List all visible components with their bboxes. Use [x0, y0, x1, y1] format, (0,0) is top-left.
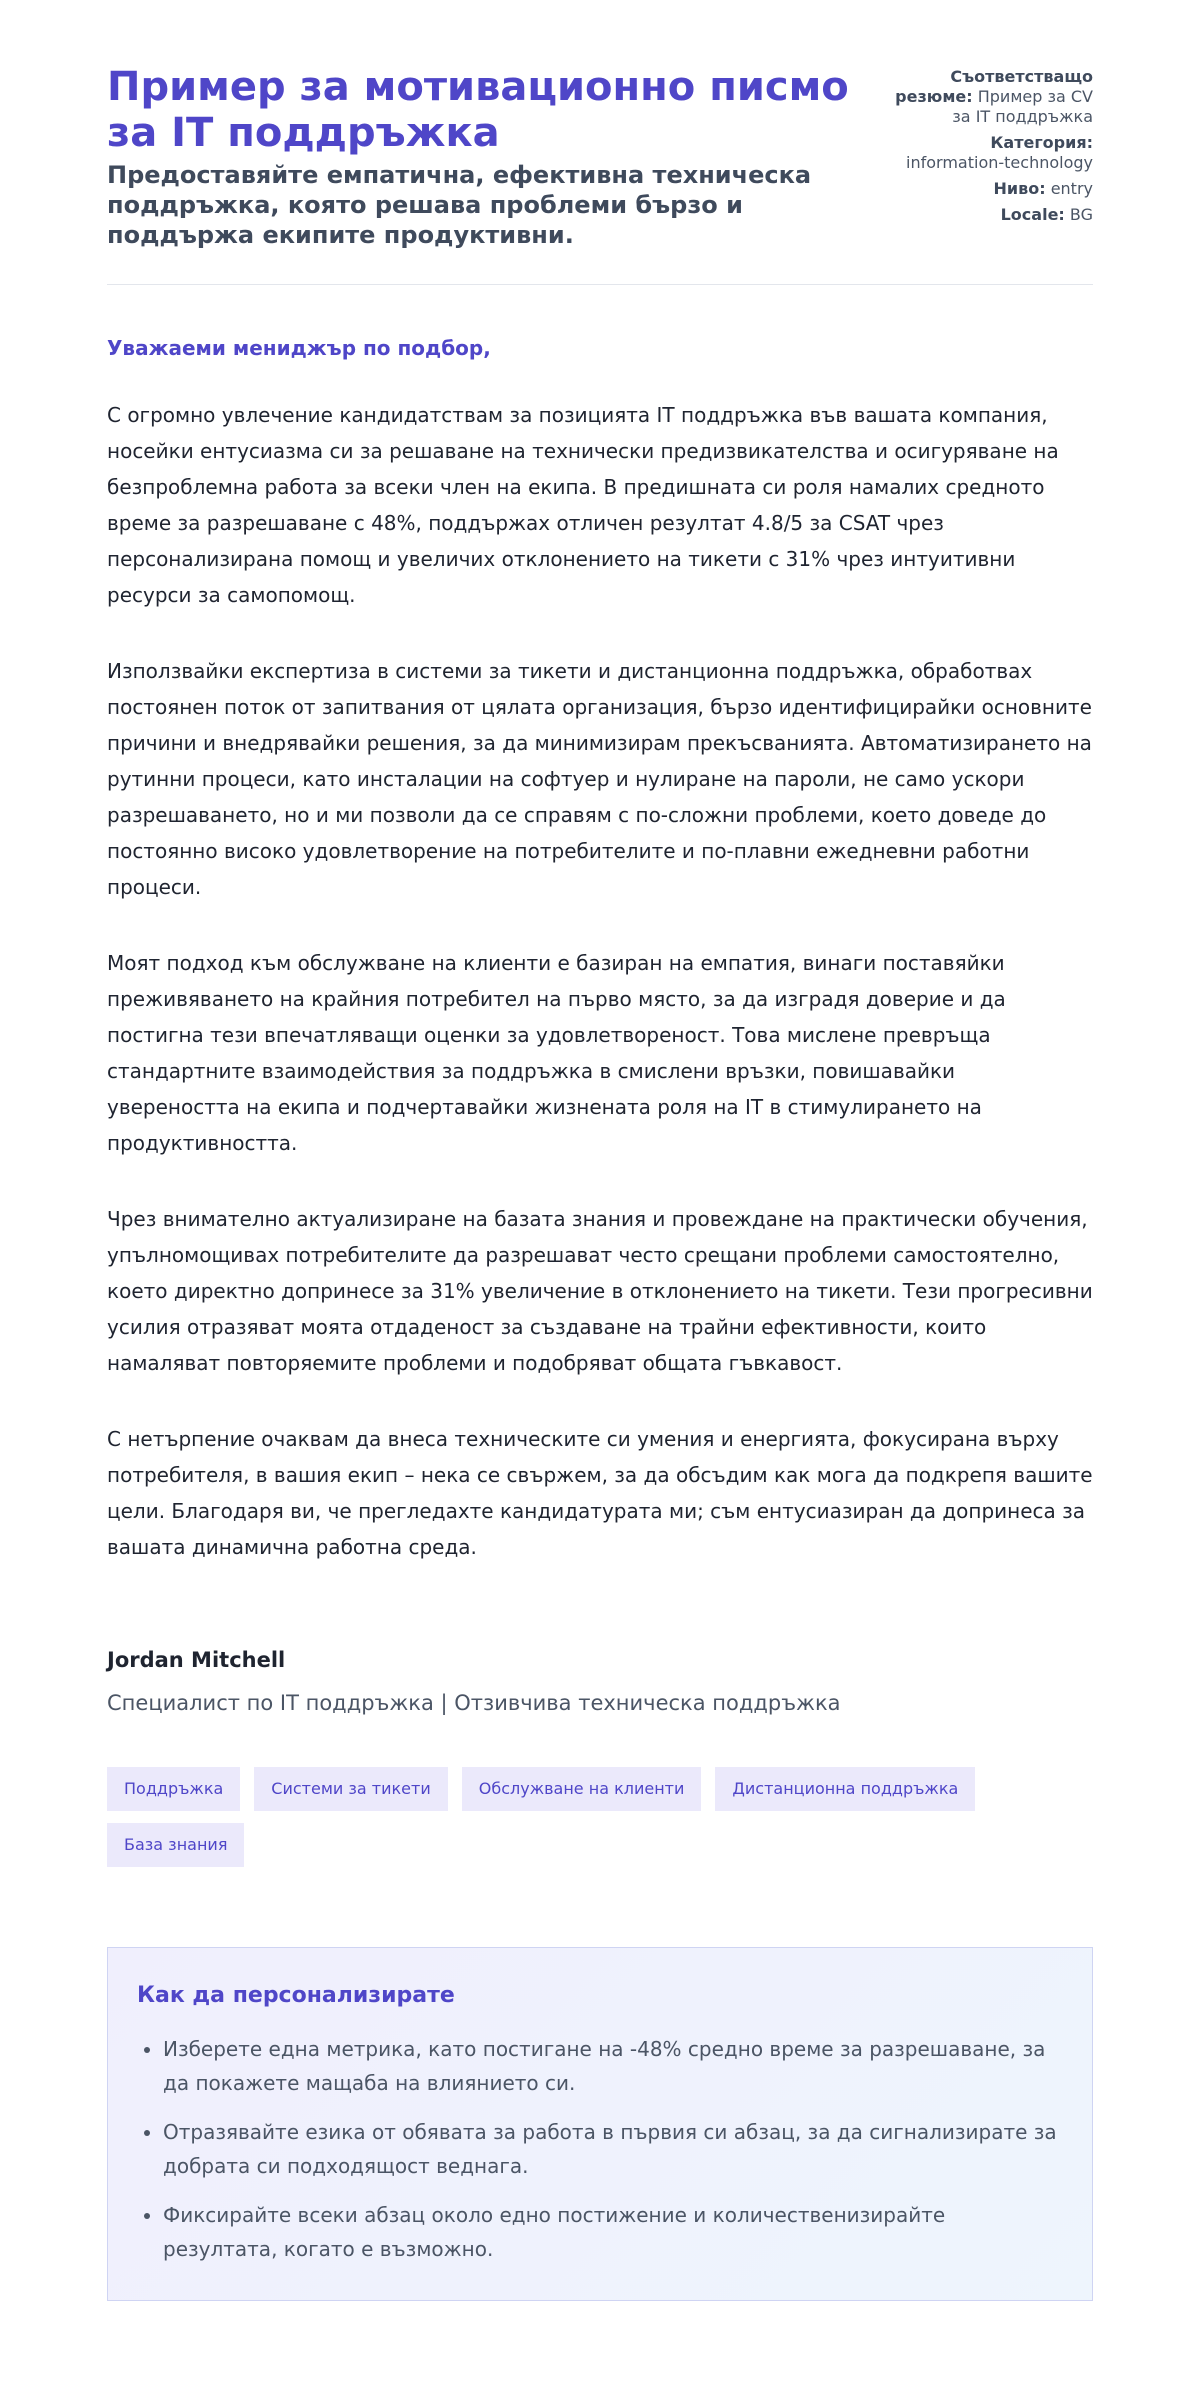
skill-tag[interactable]: Поддръжка	[107, 1767, 240, 1811]
page-header	[107, 64, 1093, 250]
tips-list	[137, 2032, 1063, 2266]
meta-panel	[873, 64, 1093, 231]
tips-title: Как да персонализирате	[137, 1983, 455, 2008]
list-item: • Отразявайте езика от обявата за работа в първия си абзац, за да сигнализирате за добрата си подходящост веднага.	[163, 2115, 1063, 2183]
page-title: Пример за мотивационно писмо за IT поддръжка	[107, 64, 849, 156]
skill-tag[interactable]: Системи за тикети	[254, 1767, 447, 1811]
meta-resume-value[interactable]: Пример за CV за IT поддръжка	[952, 87, 1093, 126]
customize-tips-box	[107, 1947, 1093, 2301]
meta-locale-label: Locale:	[1000, 205, 1065, 224]
letter-paragraph-2: Използвайки експертиза в системи за тикети и дистанционна поддръжка, обработвах постоянен поток от запитвания от цялата организация, бързо идентифицирайки основните причини и внедрявайки решения, за да минимизирам прекъсванията. Автоматизирането на рутинни процеси, като инсталации на софтуер и нулиране на пароли, не само ускори разрешаването, но и ми позволи да се справям с по-сложни проблеми, което доведе до постоянно високо удовлетворение на потребителите и по-плавни ежедневни работни процеси.	[107, 659, 1092, 899]
meta-locale-value: BG	[1069, 205, 1093, 224]
meta-category-label: Категория:	[990, 133, 1093, 152]
signature-title: Специалист по IT поддръжка | Отзивчива техническа поддръжка	[107, 1691, 841, 1715]
letter-body	[107, 397, 1093, 1565]
list-item: • Фиксирайте всеки абзац около едно постижение и количественизирайте резултата, когато е възможно.	[163, 2198, 1063, 2266]
meta-category-value: information-technology	[906, 153, 1093, 172]
meta-level-label: Ниво:	[993, 179, 1046, 198]
letter-paragraph-5: С нетърпение очаквам да внеса техническите си умения и енергията, фокусирана върху потребителя, в вашия екип – нека се свържем, за да обсъдим как мога да подкрепя вашите цели. Благодаря ви, че прегледахте кандидатурата ми; съм ентусиазиран да допринеса за вашата динамична работна среда.	[107, 1427, 1093, 1559]
header-divider	[107, 284, 1093, 285]
meta-resume	[873, 67, 1093, 127]
skill-tag[interactable]: Обслужване на клиенти	[462, 1767, 702, 1811]
letter-paragraph-3: Моят подход към обслужване на клиенти е базиран на емпатия, винаги поставяйки преживяването на крайния потребител на първо място, за да изградя доверие и да постигна тези впечатляващи оценки за удовлетвореност. Това мислене превръща стандартните взаимодействия за поддръжка в смислени връзки, повишавайки увереността на екипа и подчертавайки жизнената роля на IT в стимулирането на продуктивността.	[107, 951, 1006, 1155]
letter-salutation: Уважаеми мениджър по подбор,	[107, 336, 491, 360]
header-text	[107, 64, 867, 250]
skill-tag[interactable]: База знания	[107, 1823, 244, 1867]
signature-name: Jordan Mitchell	[107, 1648, 286, 1672]
meta-level	[873, 179, 1093, 199]
skill-tag[interactable]: Дистанционна поддръжка	[715, 1767, 975, 1811]
letter-paragraph-1: С огромно увлечение кандидатствам за позицията IT поддръжка във вашата компания, носейки ентусиазма си за решаване на технически предизвикателства и осигуряване на безпроблемна работа за всеки член на екипа. В предишната си роля намалих средното време за разрешаване с 48%, поддържах отличен резултат 4.8/5 за CSAT чрез персонализирана помощ и увеличих отклонението на тикети с 31% чрез интуитивни ресурси за самопомощ.	[107, 403, 1059, 607]
page-subtitle: Предоставяйте емпатична, ефективна техническа поддръжка, която решава проблеми бързо и поддържа екипите продуктивни.	[107, 161, 812, 249]
skill-tags	[107, 1767, 1093, 1867]
list-item: • Изберете една метрика, като постигане на -48% средно време за разрешаване, за да покажете мащаба на влиянието си.	[163, 2032, 1063, 2100]
meta-level-value: entry	[1050, 179, 1093, 198]
meta-resume-label: Съответстващо резюме:	[895, 67, 1093, 106]
meta-locale	[873, 205, 1093, 225]
letter-paragraph-4: Чрез внимателно актуализиране на базата знания и провеждане на практически обучения, упълномощивах потребителите да разрешават често срещани проблеми самостоятелно, което директно допринесе за 31% увеличение в отклонението на тикети. Тези прогресивни усилия отразяват моята отдаденост за създаване на трайни ефективности, които намаляват повторяемите проблеми и подобряват общата гъвкавост.	[107, 1207, 1093, 1375]
meta-category	[873, 133, 1093, 173]
